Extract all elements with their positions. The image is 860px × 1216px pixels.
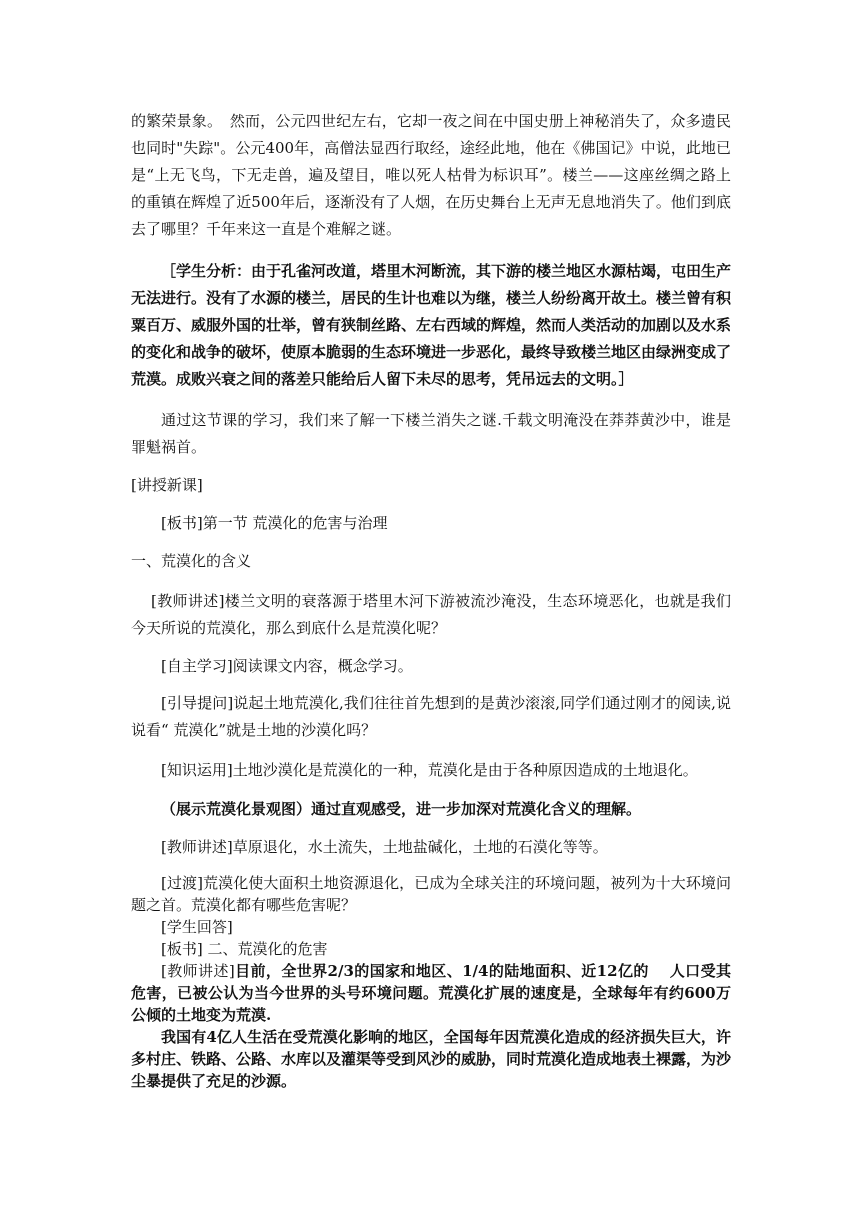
paragraph-guided-question: [引导提问]说起土地荒漠化,我们往往首先想到的是黄沙滚滚,同学们通过刚才的阅读,说说看“ 荒漠化”就是土地的沙漠化吗？ xyxy=(131,694,731,739)
paragraph-transition: 通过这节课的学习，我们来了解一下楼兰消失之谜.千载文明淹没在莽莽黄沙中，谁是罪魁祸首。 xyxy=(131,411,731,456)
heading-meaning: 一、荒漠化的含义 xyxy=(131,552,252,570)
paragraph-teacher-talk-3 xyxy=(131,960,731,1026)
paragraph-teacher-talk-2: [教师讲述]草原退化，水土流失，土地盐碱化，土地的石漠化等等。 xyxy=(161,838,608,856)
paragraph-china-desertification: 我国有4亿人生活在受荒漠化影响的地区，全国每年因荒漠化造成的经济损失巨大，许多村庄、铁路、公路、水库以及灌渠等受到风沙的威胁，同时荒漠化造成地表土裸露，为沙尘暴提供了充足的沙源。 xyxy=(131,1028,732,1090)
board-title-section1: [板书]第一节 荒漠化的危害与治理 xyxy=(161,514,388,532)
paragraph-self-study: [自主学习]阅读课文内容，概念学习。 xyxy=(161,657,413,675)
paragraph-teacher-talk-1: [教师讲述]楼兰文明的衰落源于塔里木河下游被流沙淹没，生态环境恶化，也就是我们今天所说的荒漠化，那么到底什么是荒漠化呢？ xyxy=(131,592,731,637)
text-global-desertification: 目前，全世界2/3的国家和地区、1/4的陆地面积、近12亿的 人口受其危害，已被公认为当今世界的头号环境问题。荒漠化扩展的速度是，全球每年有约600万公倾的土地变为荒漠. xyxy=(131,962,731,1024)
board-title-section2: [板书] 二、荒漠化的危害 xyxy=(161,940,328,958)
paragraph-student-answer: [学生回答] xyxy=(161,918,233,936)
paragraph-student-analysis: ［学生分析：由于孔雀河改道，塔里木河断流，其下游的楼兰地区水源枯竭，屯田生产无法进行。没有了水源的楼兰，居民的生计也难以为继，楼兰人纷纷离开故土。楼兰曾有积粟百万、威服外国的壮举，曾有狭制丝路、左右西域的辉煌，然而人类活动的加剧以及水系的变化和战争的破坏，使原本脆弱的生态环境进一步恶化，最终导致楼兰地区由绿洲变成了荒漠。成败兴衰之间的落差只能给后人留下未尽的思考，凭吊远去的文明。］ xyxy=(131,262,732,388)
paragraph-knowledge-use: [知识运用]土地沙漠化是荒漠化的一种，荒漠化是由于各种原因造成的土地退化。 xyxy=(161,761,698,779)
paragraph-show-landscape: （展示荒漠化景观图）通过直观感受，进一步加深对荒漠化含义的理解。 xyxy=(161,800,642,818)
section-new-lesson: [讲授新课] xyxy=(131,476,203,494)
paragraph-transition-2: [过渡]荒漠化使大面积土地资源退化，已成为全球关注的环境问题，被列为十大环境问题之首。荒漠化都有哪些危害呢？ xyxy=(131,874,731,914)
paragraph-loulan-history: 的繁荣景象。 然而，公元四世纪左右，它却一夜之间在中国史册上神秘消失了，众多遗民也同时"失踪"。公元400年，高僧法显西行取经，途经此地，他在《佛国记》中说，此地已是“上无飞鸟，下无走兽，遍及望目，唯以死人枯骨为标识耳”。楼兰——这座丝绸之路上的重镇在辉煌了近500年后，逐渐没有了人烟，在历史舞台上无声无息地消失了。他们到底去了哪里？千年来这一直是个难解之谜。 xyxy=(131,112,731,238)
label-teacher-talk: [教师讲述] xyxy=(161,962,235,980)
